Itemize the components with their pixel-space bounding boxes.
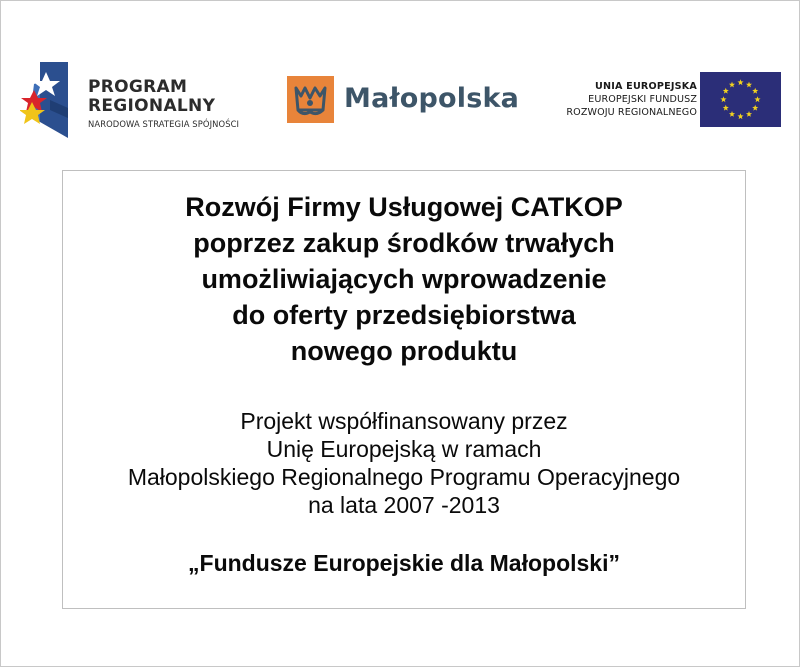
malopolska-name: Małopolska xyxy=(344,83,520,114)
eu-line1: UNIA EUROPEJSKA xyxy=(595,81,697,92)
program-regionalny-line1: PROGRAM xyxy=(88,77,188,97)
logo-strip xyxy=(0,0,800,160)
project-title-line: Rozwój Firmy Usługowej CATKOP xyxy=(185,192,623,222)
project-title xyxy=(63,189,745,369)
malopolska-logo xyxy=(287,76,527,126)
eu-logo xyxy=(545,72,785,128)
cofinancing-line: na lata 2007 -2013 xyxy=(308,492,500,518)
project-title-line: poprzez zakup środków trwałych xyxy=(193,228,615,258)
project-info-panel xyxy=(62,170,746,609)
program-regionalny-line2: REGIONALNY xyxy=(88,96,216,116)
eu-line2: EUROPEJSKI FUNDUSZ xyxy=(588,94,697,105)
cofinancing-line: Małopolskiego Regionalnego Programu Operacyjnego xyxy=(127,464,681,490)
project-title-line: nowego produktu xyxy=(290,336,518,366)
malopolska-crown-icon xyxy=(287,76,334,123)
eu-flag-icon xyxy=(700,72,781,127)
program-regionalny-emblem-icon xyxy=(20,62,84,140)
program-regionalny-logo xyxy=(20,62,270,142)
slogan: „Fundusze Europejskie dla Małopolski” xyxy=(188,550,620,576)
cofinancing-line: Projekt współfinansowany przez xyxy=(240,408,568,434)
cofinancing-statement xyxy=(63,407,745,519)
project-title-line: umożliwiających wprowadzenie xyxy=(201,264,607,294)
cofinancing-line: Unię Europejską w ramach xyxy=(266,436,542,462)
eu-line3: ROZWOJU REGIONALNEGO xyxy=(566,107,697,118)
project-title-line: do oferty przedsiębiorstwa xyxy=(232,300,576,330)
program-regionalny-line3: NARODOWA STRATEGIA SPÓJNOŚCI xyxy=(88,119,240,129)
